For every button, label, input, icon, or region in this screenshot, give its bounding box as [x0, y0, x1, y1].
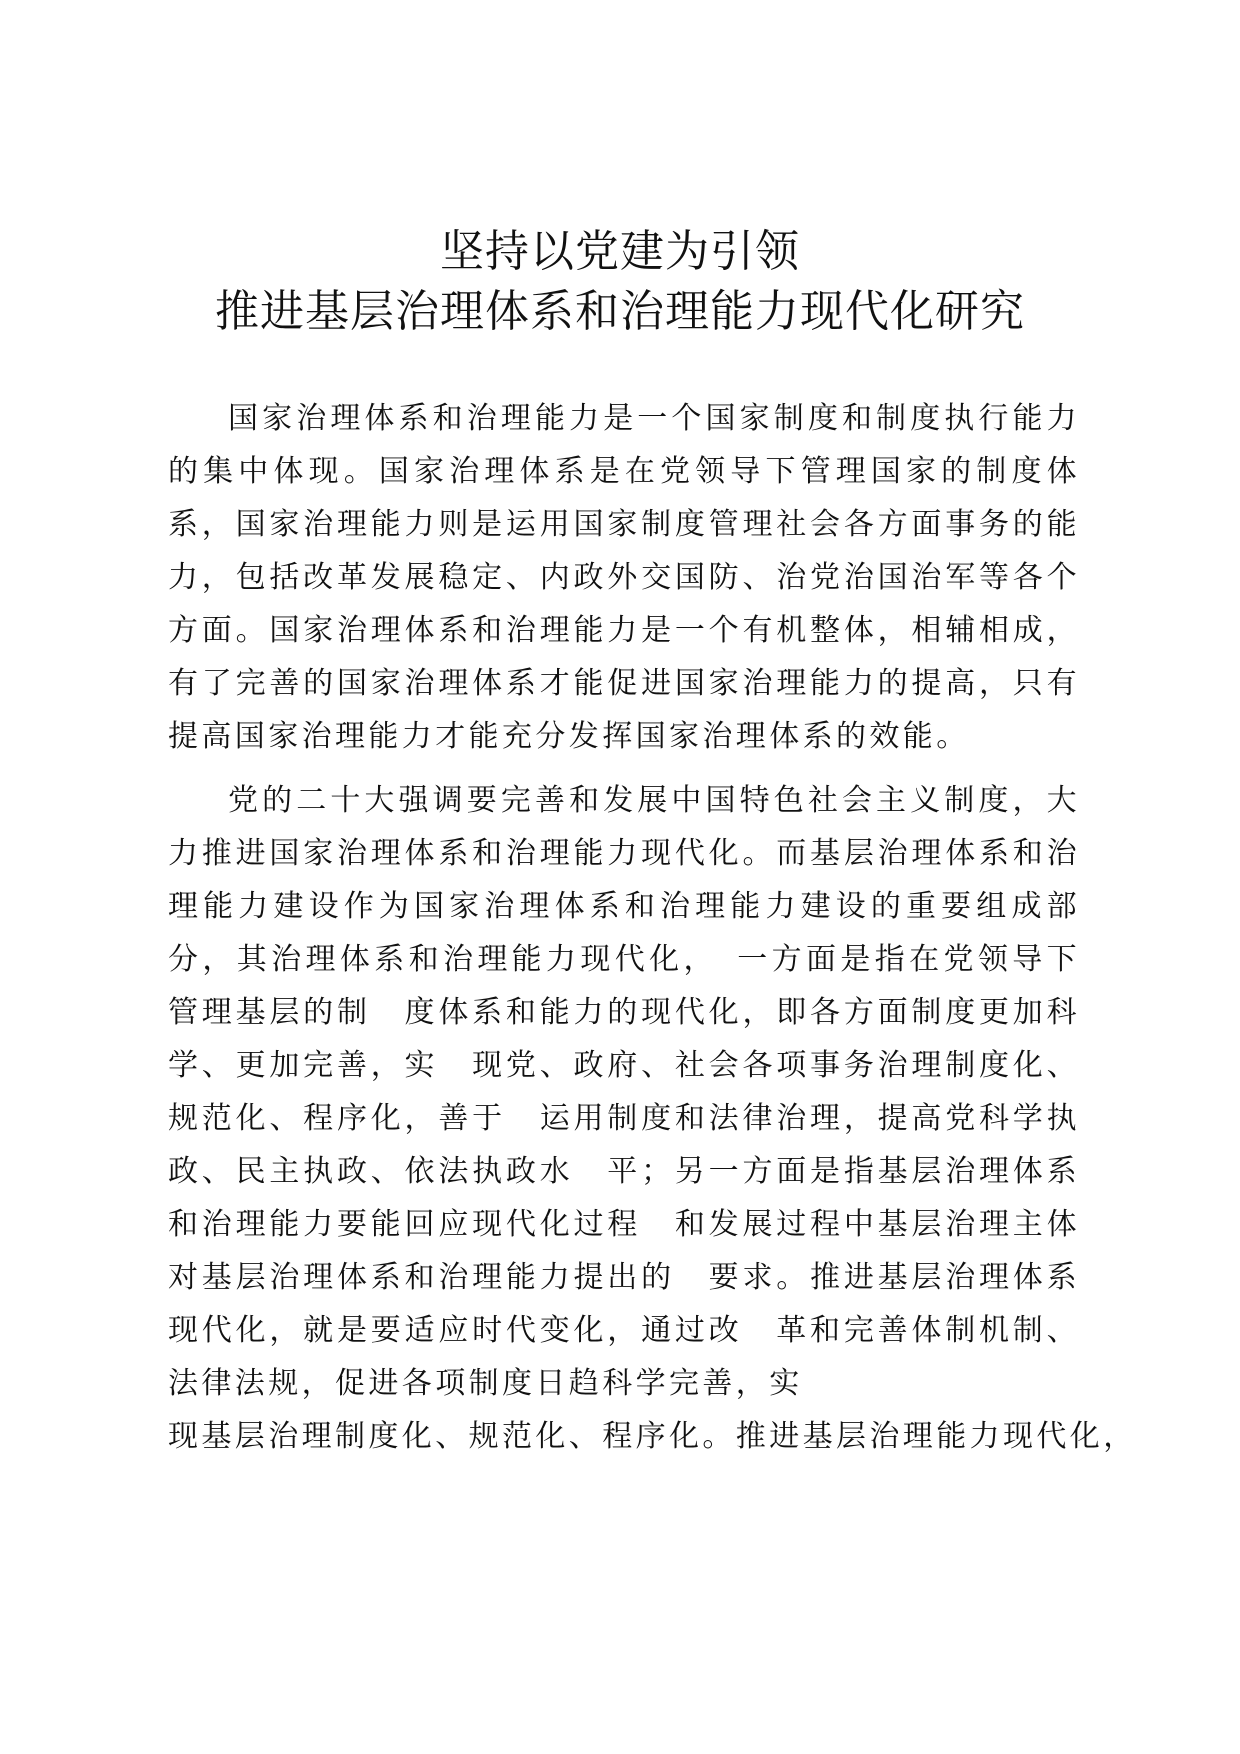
- title-line-2: 推进基层治理体系和治理能力现代化研究: [215, 286, 1025, 337]
- paragraph-1: 国家治理体系和治理能力是一个国家制度和制度执行能力的集中体现。国家治理体系是在党领导下管理国家的制度体系，国家治理能力则是运用国家制度管理社会各方面事务的能力，包括改革发展稳定、内政外交国防、治党治国治军等各个方面。国家治理体系和治理能力是一个有机整体，相辅相成，有了完善的国家治理体系才能促进国家治理能力的提高，只有提高国家治理能力才能充分发挥国家治理体系的效能。: [168, 401, 1080, 754]
- document-body: [168, 392, 1137, 1463]
- title-line-1: 坚持以党建为引领: [440, 226, 800, 277]
- document-title: [0, 222, 1240, 342]
- paragraph-continuation: 现基层治理制度化、规范化、程序化。推进基层治理能力现代化，: [168, 1419, 1137, 1454]
- paragraph-2: 党的二十大强调要完善和发展中国特色社会主义制度，大力推进国家治理体系和治理能力现代化。而基层治理体系和治理能力建设作为国家治理体系和治理能力建设的重要组成部分，其治理体系和治理能力现代化， 一方面是指在党领导下管理基层的制 度体系和能力的现代化，即各方面制度更加科学、更加完善，实 现党、政府、社会各项事务治理制度化、规范化、程序化，善于 运用制度和法律治理，提高党科学执政、民主执政、依法执政水 平；另一方面是指基层治理体系和治理能力要能回应现代化过程 和发展过程中基层治理主体对基层治理体系和治理能力提出的 要求。推进基层治理体系现代化，就是要适应时代变化，通过改 革和完善体制机制、法律法规，促进各项制度日趋科学完善，实: [168, 783, 1080, 1401]
